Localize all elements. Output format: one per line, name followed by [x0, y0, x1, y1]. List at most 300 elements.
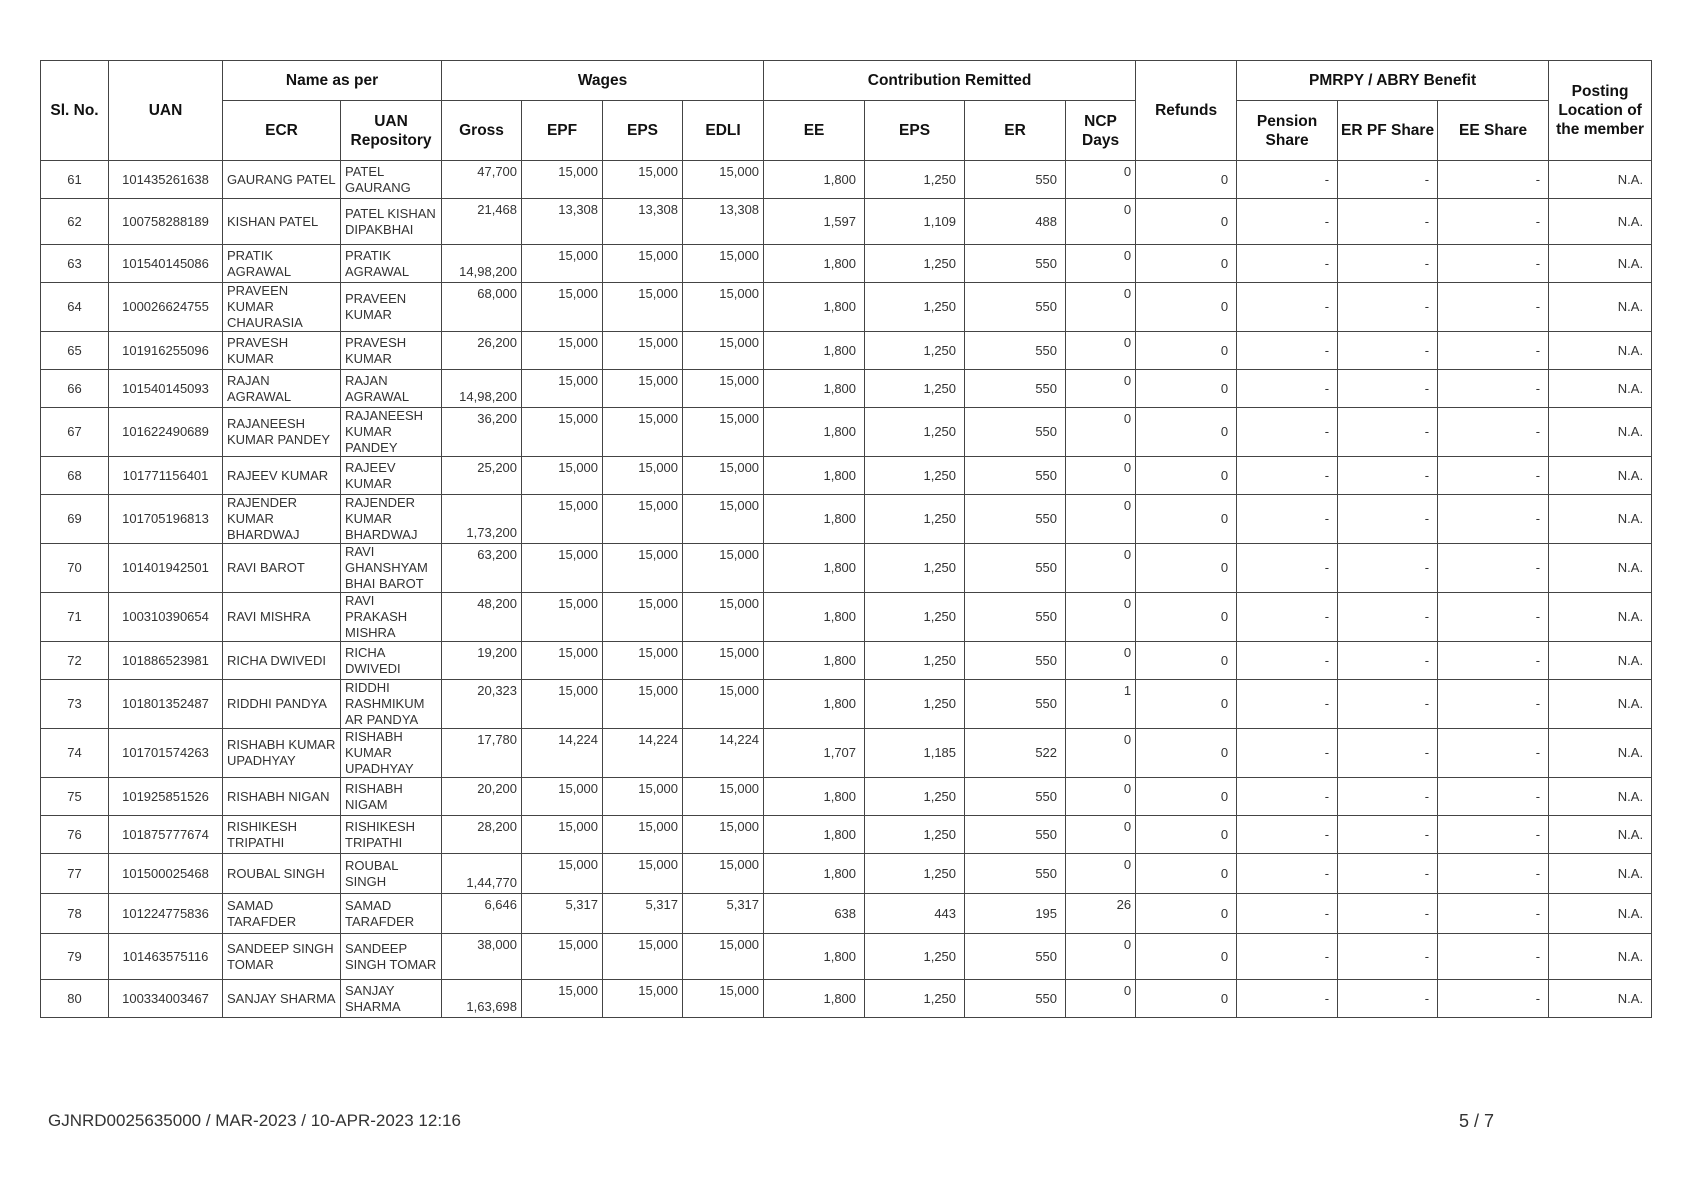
cell-ecr-name: SANJAY SHARMA: [223, 980, 341, 1018]
cell-refunds: 0: [1136, 593, 1237, 642]
cell-edli: 15,000: [683, 854, 764, 894]
cell-gross: 28,200: [442, 816, 522, 854]
cell-sl-no: 61: [41, 161, 109, 199]
cell-eps: 15,000: [603, 934, 683, 980]
cell-uan-repository-name: PATEL GAURANG: [341, 161, 442, 199]
cell-ee-share: -: [1438, 642, 1549, 680]
cell-epf: 15,000: [522, 283, 603, 332]
cell-edli: 15,000: [683, 332, 764, 370]
cell-epf: 15,000: [522, 457, 603, 495]
header-er: ER: [965, 101, 1066, 161]
cell-ecr-name: RAJANEESH KUMAR PANDEY: [223, 408, 341, 457]
cell-uan-repository-name: RAJAN AGRAWAL: [341, 370, 442, 408]
cell-ncp-days: 0: [1066, 778, 1136, 816]
header-gross: Gross: [442, 101, 522, 161]
cell-edli: 15,000: [683, 245, 764, 283]
cell-sl-no: 72: [41, 642, 109, 680]
cell-eps: 15,000: [603, 642, 683, 680]
cell-epf: 15,000: [522, 161, 603, 199]
header-ecr: ECR: [223, 101, 341, 161]
cell-eps: 15,000: [603, 161, 683, 199]
cell-pension-share: -: [1237, 495, 1338, 544]
cell-pension-share: -: [1237, 199, 1338, 245]
cell-ee: 1,800: [764, 332, 865, 370]
cell-er: 550: [965, 816, 1066, 854]
cell-ee-share: -: [1438, 544, 1549, 593]
cell-edli: 15,000: [683, 778, 764, 816]
cell-refunds: 0: [1136, 778, 1237, 816]
cell-uan: 101540145093: [109, 370, 223, 408]
cell-epf: 14,224: [522, 729, 603, 778]
cell-refunds: 0: [1136, 544, 1237, 593]
cell-epf: 15,000: [522, 370, 603, 408]
cell-uan: 101925851526: [109, 778, 223, 816]
cell-sl-no: 62: [41, 199, 109, 245]
cell-ee-share: -: [1438, 283, 1549, 332]
cell-ecr-name: KISHAN PATEL: [223, 199, 341, 245]
cell-sl-no: 66: [41, 370, 109, 408]
cell-posting-location: N.A.: [1549, 199, 1652, 245]
cell-refunds: 0: [1136, 457, 1237, 495]
cell-edli: 15,000: [683, 642, 764, 680]
cell-eps: 15,000: [603, 283, 683, 332]
cell-posting-location: N.A.: [1549, 593, 1652, 642]
cell-posting-location: N.A.: [1549, 245, 1652, 283]
cell-ee: 638: [764, 894, 865, 934]
cell-eps: 15,000: [603, 544, 683, 593]
cell-epf: 15,000: [522, 245, 603, 283]
cell-uan-repository-name: PRAVEEN KUMAR: [341, 283, 442, 332]
cell-pension-share: -: [1237, 593, 1338, 642]
header-wages: Wages: [442, 61, 764, 101]
cell-pension-share: -: [1237, 729, 1338, 778]
cell-sl-no: 74: [41, 729, 109, 778]
table-row: [41, 680, 1652, 729]
cell-sl-no: 68: [41, 457, 109, 495]
header-refunds: Refunds: [1136, 61, 1237, 161]
cell-ee: 1,800: [764, 408, 865, 457]
cell-ecr-name: RAVI MISHRA: [223, 593, 341, 642]
cell-ncp-days: 0: [1066, 332, 1136, 370]
cell-refunds: 0: [1136, 854, 1237, 894]
cell-uan: 100026624755: [109, 283, 223, 332]
cell-ecr-name: PRAVEEN KUMAR CHAURASIA: [223, 283, 341, 332]
cell-edli: 14,224: [683, 729, 764, 778]
cell-eps: 15,000: [603, 816, 683, 854]
cell-refunds: 0: [1136, 408, 1237, 457]
cell-er: 550: [965, 495, 1066, 544]
cell-ee-share: -: [1438, 593, 1549, 642]
cell-ncp-days: 0: [1066, 245, 1136, 283]
cell-er: 550: [965, 161, 1066, 199]
cell-pension-share: -: [1237, 283, 1338, 332]
cell-uan-repository-name: RISHIKESH TRIPATHI: [341, 816, 442, 854]
cell-refunds: 0: [1136, 980, 1237, 1018]
header-contribution-remitted: Contribution Remitted: [764, 61, 1136, 101]
cell-ncp-days: 0: [1066, 544, 1136, 593]
cell-ncp-days: 0: [1066, 457, 1136, 495]
cell-uan: 101500025468: [109, 854, 223, 894]
cell-ncp-days: 0: [1066, 408, 1136, 457]
cell-ecr-name: RAJAN AGRAWAL: [223, 370, 341, 408]
cell-ee-share: -: [1438, 457, 1549, 495]
cell-ncp-days: 0: [1066, 934, 1136, 980]
cell-uan-repository-name: PATEL KISHAN DIPAKBHAI: [341, 199, 442, 245]
cell-uan: 100758288189: [109, 199, 223, 245]
cell-ncp-days: 0: [1066, 729, 1136, 778]
cell-eps: 15,000: [603, 370, 683, 408]
cell-refunds: 0: [1136, 161, 1237, 199]
cell-uan-repository-name: RICHA DWIVEDI: [341, 642, 442, 680]
cell-ecr-name: ROUBAL SINGH: [223, 854, 341, 894]
cell-ncp-days: 0: [1066, 161, 1136, 199]
cell-ecr-name: RISHABH KUMAR UPADHYAY: [223, 729, 341, 778]
cell-refunds: 0: [1136, 642, 1237, 680]
cell-uan-repository-name: RIDDHI RASHMIKUM AR PANDYA: [341, 680, 442, 729]
cell-epf: 15,000: [522, 495, 603, 544]
cell-eps-contribution: 1,250: [865, 642, 965, 680]
cell-ee-share: -: [1438, 161, 1549, 199]
cell-eps-contribution: 1,250: [865, 680, 965, 729]
table-header: [41, 61, 1652, 161]
cell-eps: 15,000: [603, 457, 683, 495]
cell-er: 550: [965, 934, 1066, 980]
cell-ee: 1,800: [764, 980, 865, 1018]
cell-er: 550: [965, 332, 1066, 370]
cell-er-pf-share: -: [1338, 980, 1438, 1018]
header-ee-share: EE Share: [1438, 101, 1549, 161]
cell-refunds: 0: [1136, 199, 1237, 245]
cell-epf: 15,000: [522, 934, 603, 980]
header-pension-share: Pension Share: [1237, 101, 1338, 161]
cell-eps-contribution: 1,250: [865, 816, 965, 854]
cell-ecr-name: RIDDHI PANDYA: [223, 680, 341, 729]
cell-er: 550: [965, 544, 1066, 593]
cell-er-pf-share: -: [1338, 245, 1438, 283]
cell-pension-share: -: [1237, 408, 1338, 457]
cell-ee: 1,800: [764, 854, 865, 894]
cell-er: 550: [965, 283, 1066, 332]
cell-gross: 17,780: [442, 729, 522, 778]
table-row: [41, 332, 1652, 370]
cell-er-pf-share: -: [1338, 199, 1438, 245]
cell-ecr-name: RAJENDER KUMAR BHARDWAJ: [223, 495, 341, 544]
cell-gross: 48,200: [442, 593, 522, 642]
cell-sl-no: 64: [41, 283, 109, 332]
cell-eps: 5,317: [603, 894, 683, 934]
cell-uan: 101886523981: [109, 642, 223, 680]
cell-ee: 1,800: [764, 680, 865, 729]
cell-er-pf-share: -: [1338, 894, 1438, 934]
cell-epf: 15,000: [522, 544, 603, 593]
cell-ncp-days: 0: [1066, 980, 1136, 1018]
cell-uan: 100334003467: [109, 980, 223, 1018]
cell-eps: 13,308: [603, 199, 683, 245]
cell-gross: 19,200: [442, 642, 522, 680]
cell-pension-share: -: [1237, 457, 1338, 495]
table-row: [41, 370, 1652, 408]
cell-edli: 15,000: [683, 816, 764, 854]
cell-refunds: 0: [1136, 370, 1237, 408]
cell-sl-no: 69: [41, 495, 109, 544]
cell-sl-no: 71: [41, 593, 109, 642]
cell-epf: 15,000: [522, 980, 603, 1018]
cell-edli: 15,000: [683, 283, 764, 332]
cell-ncp-days: 0: [1066, 370, 1136, 408]
cell-gross: 14,98,200: [442, 370, 522, 408]
cell-eps: 15,000: [603, 245, 683, 283]
cell-gross: 38,000: [442, 934, 522, 980]
cell-uan: 101916255096: [109, 332, 223, 370]
cell-refunds: 0: [1136, 894, 1237, 934]
header-eps: EPS: [603, 101, 683, 161]
table-row: [41, 245, 1652, 283]
cell-er-pf-share: -: [1338, 642, 1438, 680]
cell-uan-repository-name: RAVI PRAKASH MISHRA: [341, 593, 442, 642]
cell-eps-contribution: 1,109: [865, 199, 965, 245]
header-uan-repository: UAN Repository: [341, 101, 442, 161]
cell-ecr-name: SAMAD TARAFDER: [223, 894, 341, 934]
header-ncp-days: NCP Days: [1066, 101, 1136, 161]
cell-ecr-name: RISHIKESH TRIPATHI: [223, 816, 341, 854]
cell-uan-repository-name: SANDEEP SINGH TOMAR: [341, 934, 442, 980]
cell-epf: 15,000: [522, 854, 603, 894]
header-sl-no: Sl. No.: [41, 61, 109, 161]
cell-sl-no: 73: [41, 680, 109, 729]
cell-pension-share: -: [1237, 854, 1338, 894]
cell-er: 550: [965, 408, 1066, 457]
header-epf: EPF: [522, 101, 603, 161]
cell-pension-share: -: [1237, 161, 1338, 199]
header-uan: UAN: [109, 61, 223, 161]
cell-er-pf-share: -: [1338, 680, 1438, 729]
cell-pension-share: -: [1237, 934, 1338, 980]
cell-uan: 101771156401: [109, 457, 223, 495]
cell-er: 550: [965, 457, 1066, 495]
cell-ecr-name: RAVI BAROT: [223, 544, 341, 593]
cell-uan-repository-name: RISHABH NIGAM: [341, 778, 442, 816]
cell-eps-contribution: 1,250: [865, 544, 965, 593]
cell-uan: 101705196813: [109, 495, 223, 544]
cell-gross: 1,73,200: [442, 495, 522, 544]
table-row: [41, 495, 1652, 544]
cell-eps-contribution: 1,250: [865, 980, 965, 1018]
cell-pension-share: -: [1237, 642, 1338, 680]
cell-ecr-name: RAJEEV KUMAR: [223, 457, 341, 495]
cell-edli: 15,000: [683, 934, 764, 980]
cell-epf: 15,000: [522, 332, 603, 370]
cell-er-pf-share: -: [1338, 934, 1438, 980]
table-row: [41, 642, 1652, 680]
cell-uan-repository-name: SAMAD TARAFDER: [341, 894, 442, 934]
cell-ee-share: -: [1438, 980, 1549, 1018]
cell-gross: 25,200: [442, 457, 522, 495]
header-eps-contribution: EPS: [865, 101, 965, 161]
cell-ee-share: -: [1438, 199, 1549, 245]
cell-eps: 15,000: [603, 778, 683, 816]
cell-posting-location: N.A.: [1549, 642, 1652, 680]
cell-eps-contribution: 1,250: [865, 332, 965, 370]
cell-ee: 1,800: [764, 161, 865, 199]
table-row: [41, 457, 1652, 495]
cell-ncp-days: 0: [1066, 495, 1136, 544]
ecr-contribution-table: [40, 60, 1652, 1018]
cell-eps-contribution: 1,250: [865, 495, 965, 544]
header-edli: EDLI: [683, 101, 764, 161]
cell-uan-repository-name: RAVI GHANSHYAM BHAI BAROT: [341, 544, 442, 593]
cell-uan-repository-name: RISHABH KUMAR UPADHYAY: [341, 729, 442, 778]
table-row: [41, 593, 1652, 642]
cell-eps-contribution: 1,185: [865, 729, 965, 778]
cell-edli: 15,000: [683, 495, 764, 544]
cell-er-pf-share: -: [1338, 457, 1438, 495]
cell-sl-no: 79: [41, 934, 109, 980]
cell-refunds: 0: [1136, 245, 1237, 283]
cell-eps-contribution: 443: [865, 894, 965, 934]
cell-ncp-days: 0: [1066, 283, 1136, 332]
cell-er: 195: [965, 894, 1066, 934]
cell-gross: 68,000: [442, 283, 522, 332]
cell-ecr-name: PRATIK AGRAWAL: [223, 245, 341, 283]
cell-ecr-name: PRAVESH KUMAR: [223, 332, 341, 370]
cell-uan: 101401942501: [109, 544, 223, 593]
cell-er-pf-share: -: [1338, 161, 1438, 199]
cell-posting-location: N.A.: [1549, 161, 1652, 199]
cell-eps-contribution: 1,250: [865, 283, 965, 332]
cell-uan: 101701574263: [109, 729, 223, 778]
cell-ncp-days: 0: [1066, 642, 1136, 680]
cell-sl-no: 70: [41, 544, 109, 593]
cell-refunds: 0: [1136, 332, 1237, 370]
cell-epf: 15,000: [522, 408, 603, 457]
cell-er: 522: [965, 729, 1066, 778]
cell-posting-location: N.A.: [1549, 816, 1652, 854]
cell-ncp-days: 0: [1066, 199, 1136, 245]
cell-ncp-days: 1: [1066, 680, 1136, 729]
cell-uan-repository-name: PRATIK AGRAWAL: [341, 245, 442, 283]
cell-eps-contribution: 1,250: [865, 778, 965, 816]
cell-refunds: 0: [1136, 816, 1237, 854]
table-row: [41, 283, 1652, 332]
cell-er: 550: [965, 854, 1066, 894]
cell-epf: 15,000: [522, 680, 603, 729]
cell-ee: 1,800: [764, 593, 865, 642]
cell-er-pf-share: -: [1338, 816, 1438, 854]
cell-pension-share: -: [1237, 245, 1338, 283]
cell-uan-repository-name: ROUBAL SINGH: [341, 854, 442, 894]
header-ee: EE: [764, 101, 865, 161]
header-er-pf-share: ER PF Share: [1338, 101, 1438, 161]
cell-eps: 15,000: [603, 593, 683, 642]
cell-epf: 15,000: [522, 778, 603, 816]
table-row: [41, 980, 1652, 1018]
cell-uan: 101622490689: [109, 408, 223, 457]
cell-posting-location: N.A.: [1549, 283, 1652, 332]
cell-ee: 1,800: [764, 934, 865, 980]
cell-posting-location: N.A.: [1549, 370, 1652, 408]
table-row: [41, 778, 1652, 816]
cell-uan: 101463575116: [109, 934, 223, 980]
cell-gross: 47,700: [442, 161, 522, 199]
cell-gross: 26,200: [442, 332, 522, 370]
cell-sl-no: 63: [41, 245, 109, 283]
cell-gross: 1,63,698: [442, 980, 522, 1018]
cell-er-pf-share: -: [1338, 729, 1438, 778]
cell-sl-no: 80: [41, 980, 109, 1018]
cell-edli: 15,000: [683, 408, 764, 457]
cell-ee: 1,800: [764, 283, 865, 332]
cell-eps: 15,000: [603, 408, 683, 457]
table-row: [41, 816, 1652, 854]
cell-sl-no: 78: [41, 894, 109, 934]
cell-pension-share: -: [1237, 816, 1338, 854]
cell-edli: 15,000: [683, 161, 764, 199]
cell-epf: 15,000: [522, 642, 603, 680]
cell-posting-location: N.A.: [1549, 894, 1652, 934]
cell-pension-share: -: [1237, 778, 1338, 816]
table-row: [41, 161, 1652, 199]
cell-eps-contribution: 1,250: [865, 161, 965, 199]
cell-gross: 6,646: [442, 894, 522, 934]
cell-ecr-name: RISHABH NIGAN: [223, 778, 341, 816]
cell-ecr-name: SANDEEP SINGH TOMAR: [223, 934, 341, 980]
cell-er: 550: [965, 680, 1066, 729]
cell-edli: 15,000: [683, 544, 764, 593]
cell-uan-repository-name: RAJANEESH KUMAR PANDEY: [341, 408, 442, 457]
cell-ncp-days: 0: [1066, 854, 1136, 894]
cell-ecr-name: GAURANG PATEL: [223, 161, 341, 199]
cell-epf: 13,308: [522, 199, 603, 245]
cell-ee: 1,800: [764, 778, 865, 816]
cell-ee-share: -: [1438, 332, 1549, 370]
cell-eps: 15,000: [603, 980, 683, 1018]
cell-uan-repository-name: RAJENDER KUMAR BHARDWAJ: [341, 495, 442, 544]
cell-er-pf-share: -: [1338, 408, 1438, 457]
cell-refunds: 0: [1136, 934, 1237, 980]
cell-ee-share: -: [1438, 680, 1549, 729]
cell-ee-share: -: [1438, 934, 1549, 980]
cell-ecr-name: RICHA DWIVEDI: [223, 642, 341, 680]
cell-er: 550: [965, 778, 1066, 816]
cell-ee-share: -: [1438, 816, 1549, 854]
cell-eps: 15,000: [603, 332, 683, 370]
cell-posting-location: N.A.: [1549, 408, 1652, 457]
cell-refunds: 0: [1136, 680, 1237, 729]
cell-posting-location: N.A.: [1549, 332, 1652, 370]
cell-pension-share: -: [1237, 980, 1338, 1018]
cell-gross: 63,200: [442, 544, 522, 593]
cell-er-pf-share: -: [1338, 332, 1438, 370]
cell-sl-no: 77: [41, 854, 109, 894]
cell-uan: 101801352487: [109, 680, 223, 729]
cell-gross: 36,200: [442, 408, 522, 457]
cell-posting-location: N.A.: [1549, 980, 1652, 1018]
cell-gross: 20,323: [442, 680, 522, 729]
cell-epf: 15,000: [522, 593, 603, 642]
cell-sl-no: 65: [41, 332, 109, 370]
cell-er-pf-share: -: [1338, 593, 1438, 642]
cell-er-pf-share: -: [1338, 544, 1438, 593]
cell-pension-share: -: [1237, 332, 1338, 370]
cell-gross: 1,44,770: [442, 854, 522, 894]
cell-posting-location: N.A.: [1549, 680, 1652, 729]
cell-eps-contribution: 1,250: [865, 593, 965, 642]
cell-pension-share: -: [1237, 894, 1338, 934]
cell-uan: 101875777674: [109, 816, 223, 854]
cell-uan-repository-name: PRAVESH KUMAR: [341, 332, 442, 370]
cell-er: 550: [965, 642, 1066, 680]
cell-er: 488: [965, 199, 1066, 245]
